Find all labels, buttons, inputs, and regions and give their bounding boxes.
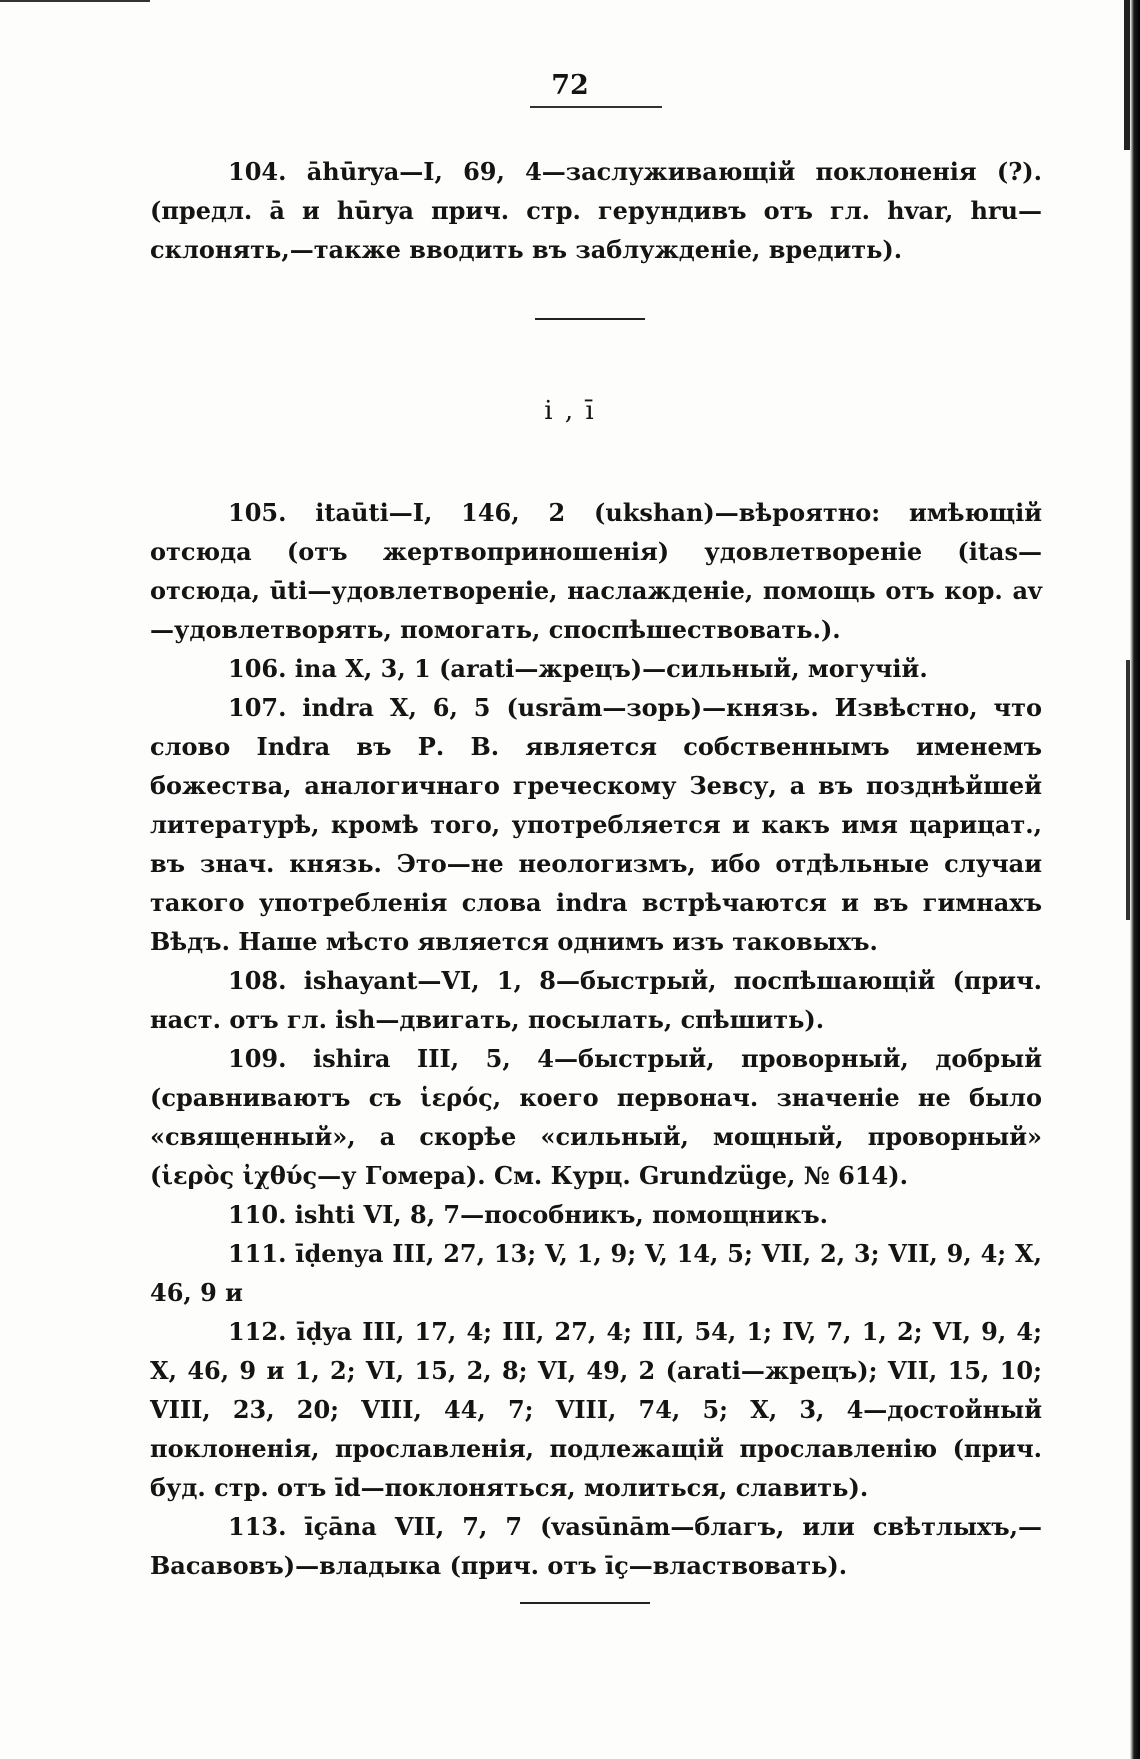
- entry-107: 107. indra X, 6, 5 (usrām—зорь)—князь. Извѣстно, что слово Indra въ Р. В. является собственнымъ именемъ божества, аналогичнаго греческому Зевсу, а въ позднѣйшей литературѣ, кромѣ того, употребляется и какъ имя царицат., въ знач. князь. Это—не неологизмъ, ибо отдѣльные случаи такого употребленія слова indra встрѣчаются и въ гимнахъ Вѣдъ. Наше мѣсто является однимъ изъ таковыхъ.: [150, 693, 1042, 956]
- entry-105: 105. itaūti—I, 146, 2 (ukshan)—вѣроятно: имѣющій отсюда (отъ жертвоприношенія) удовлетвореніе (itas—отсюда, ūti—удовлетвореніе, наслажденіе, помощь отъ кор. av—удовлетворять, помогать, споспѣшествовать.).: [150, 498, 1042, 644]
- scan-right-edge-shadow: [1126, 660, 1130, 920]
- scan-corner-line: [0, 0, 150, 2]
- entry-106: 106. ina X, 3, 1 (arati—жрецъ)—сильный, могучій.: [228, 654, 928, 683]
- end-rule: [520, 1602, 650, 1604]
- entry-108: 108. ishayant—VI, 1, 8—быстрый, поспѣшающій (прич. наст. отъ гл. ish—двигать, посылать, спѣшить).: [150, 966, 1042, 1034]
- entry-111: 111. īḍenya III, 27, 13; V, 1, 9; V, 14, 5; VII, 2, 3; VII, 9, 4; X, 46, 9 и: [150, 1239, 1042, 1307]
- page-number: 72: [551, 70, 589, 101]
- entry-113: 113. īçāna VII, 7, 7 (vasūnām—благъ, или свѣтлыхъ,—Васавовъ)—владыка (прич. отъ īç—властвовать).: [150, 1512, 1042, 1580]
- entry-112: 112. īḍya III, 17, 4; III, 27, 4; III, 54, 1; IV, 7, 1, 2; VI, 9, 4; X, 46, 9 и 1, 2; VI, 15, 2, 8; VI, 49, 2 (arati—жрецъ); VII, 15, 10; VIII, 23, 20; VIII, 44, 7; VIII, 74, 5; X, 3, 4—достойный поклоненія, прославленія, подлежащій прославленію (прич. буд. стр. отъ īd—поклоняться, молиться, славить).: [150, 1317, 1042, 1502]
- entry-104: 104. āhūrya—I, 69, 4—заслуживающій поклоненія (?). (предл. ā и hūrya прич. стр. герундивъ отъ гл. hvar, hru—склонять,—также вводить въ заблужденіе, вредить).: [150, 157, 1042, 264]
- entry-110: 110. ishti VI, 8, 7—пособникъ, помощникъ.: [228, 1200, 828, 1229]
- entry-109: 109. ishira III, 5, 4—быстрый, проворный, добрый (сравниваютъ съ ἱερός, коего первонач. значеніе не было «священный», а скорѣе «сильный, мощный, проворный» (ἱερὸς ἰχθύς—у Гомера). См. Курц. Grundzüge, № 614).: [150, 1044, 1042, 1190]
- entries-top: [150, 152, 1042, 269]
- scan-right-edge: [1130, 0, 1140, 1759]
- entries-main: [150, 493, 1042, 1585]
- page-number-rule: [530, 106, 662, 108]
- section-heading: i , ī: [544, 396, 596, 426]
- section-divider: [535, 318, 645, 320]
